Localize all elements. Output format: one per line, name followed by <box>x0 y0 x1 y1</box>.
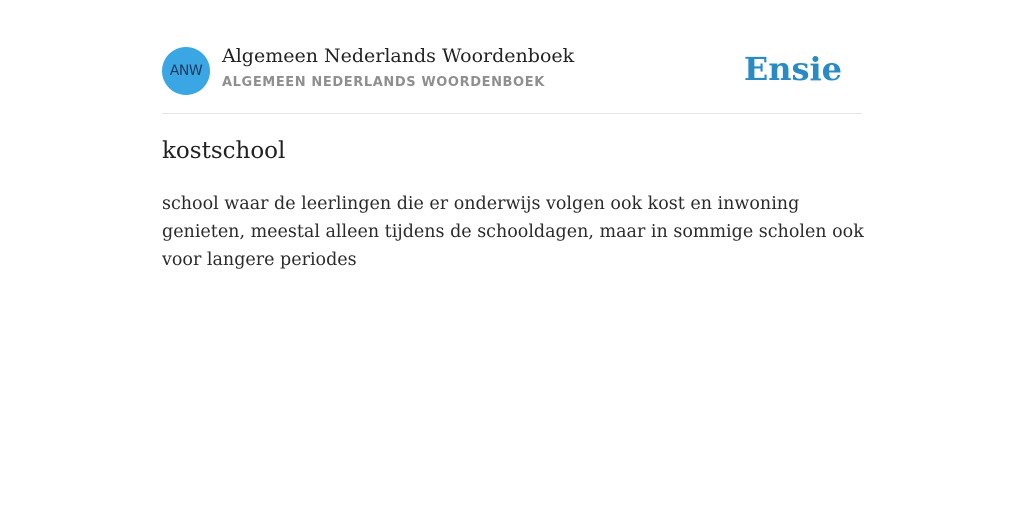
ensie-logo[interactable]: Ensie <box>743 50 842 88</box>
source-header <box>162 0 862 114</box>
definition-card <box>162 0 864 270</box>
avatar-label: ANW <box>169 63 203 79</box>
entry-definition: school waar de leerlingen die er onderwijs volgen ook kost en inwoning genieten, meestal alleen tijdens de schooldagen, maar in sommige scholen ook voor langere periodes <box>162 194 864 270</box>
source-title[interactable]: Algemeen Nederlands Woordenboek <box>222 45 575 67</box>
entry-term: kostschool <box>162 138 286 164</box>
source-avatar[interactable] <box>162 47 210 95</box>
source-subtitle: ALGEMEEN NEDERLANDS WOORDENBOEK <box>222 75 545 90</box>
